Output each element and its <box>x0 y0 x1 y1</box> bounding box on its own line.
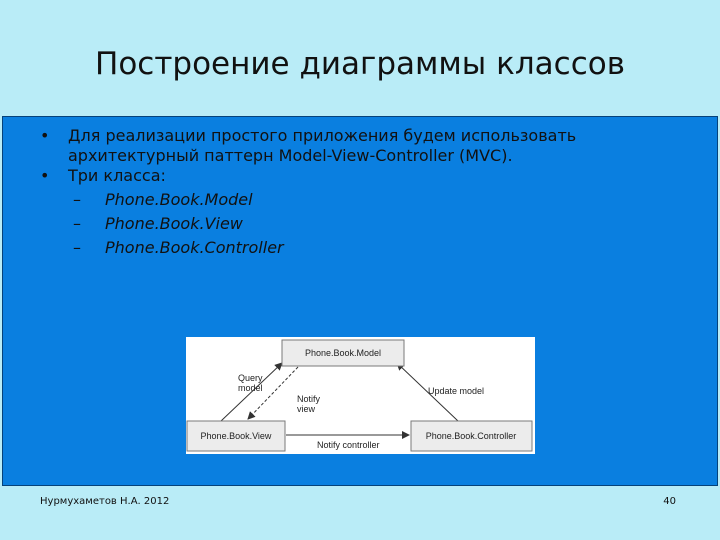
notify-view-label-line1: Notify <box>297 394 321 404</box>
slide-title: Построение диаграммы классов <box>95 46 625 82</box>
sub-bullet-text: Phone.Book.Model <box>105 190 253 209</box>
sub-bullet-text: Phone.Book.Controller <box>105 238 284 257</box>
sub-bullet-marker: – <box>73 190 81 209</box>
view-box-label: Phone.Book.View <box>200 431 272 441</box>
mvc-diagram-svg <box>186 337 535 454</box>
bullet-item <box>40 166 680 186</box>
update-model-label: Update model <box>428 386 485 396</box>
notify-view-label-line2: view <box>297 404 316 414</box>
bullet-marker: • <box>40 126 50 145</box>
view-box <box>187 421 285 451</box>
model-box-label: Phone.Book.Model <box>304 348 382 358</box>
sub-bullet-list <box>40 188 680 260</box>
sub-bullet-item <box>40 236 680 260</box>
bullet-marker: • <box>40 166 50 185</box>
notify-controller-label: Notify controller <box>317 440 380 450</box>
controller-box-label: Phone.Book.Controller <box>425 431 517 441</box>
query-label-line2: model <box>238 383 263 393</box>
bullet-text: Для реализации простого приложения будем использовать архитектурный паттерн Model-View-Controller (MVC). <box>68 126 577 165</box>
sub-bullet-marker: – <box>73 238 81 257</box>
sub-bullet-item <box>40 212 680 236</box>
footer-page-number: 40 <box>663 496 676 507</box>
bullet-text: Три класса: <box>68 166 166 185</box>
model-box <box>282 340 404 366</box>
mvc-diagram <box>186 337 535 454</box>
bullet-item <box>40 126 680 166</box>
controller-box <box>411 421 532 451</box>
sub-bullet-marker: – <box>73 214 81 233</box>
sub-bullet-text: Phone.Book.View <box>105 214 243 233</box>
bullet-list <box>40 126 680 260</box>
sub-bullet-item <box>40 188 680 212</box>
query-label-line1: Query <box>238 373 263 383</box>
footer-author: Нурмухаметов Н.А. 2012 <box>40 496 170 507</box>
